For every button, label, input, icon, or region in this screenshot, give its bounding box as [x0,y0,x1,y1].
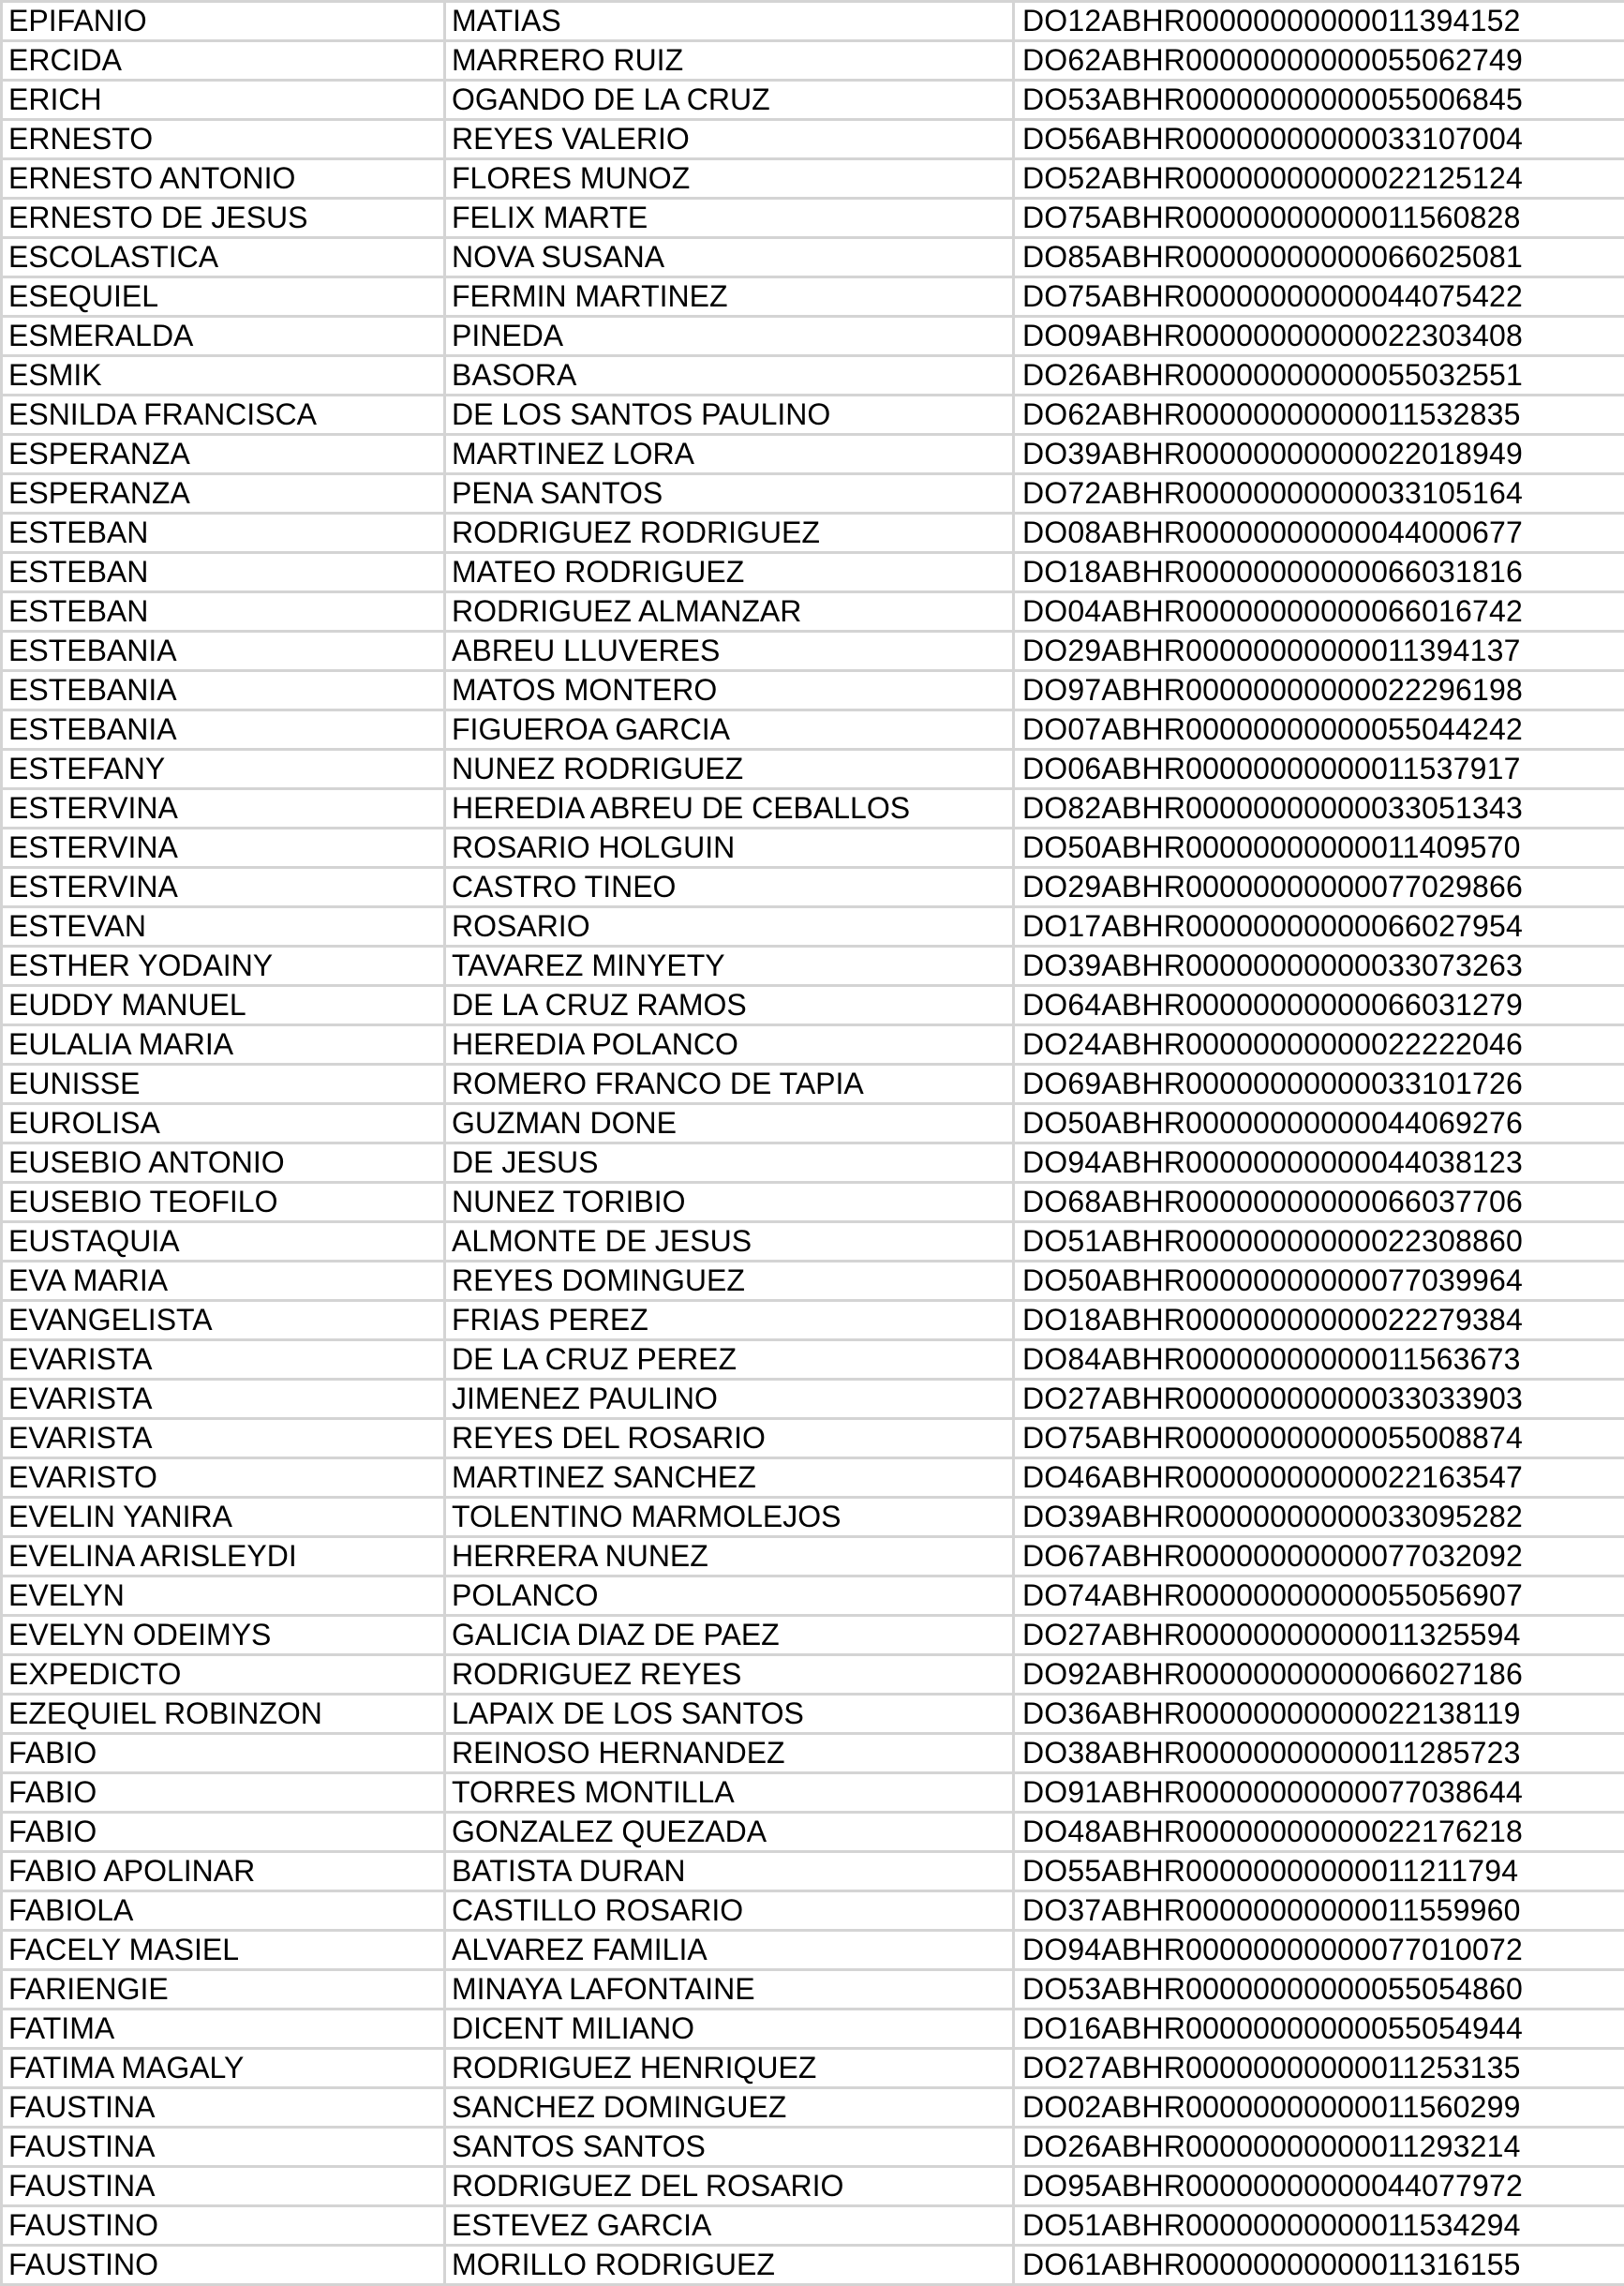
table-row [2,435,1624,474]
first-name-cell: ESTEBAN [2,553,445,592]
table-row [2,1380,1624,1419]
table-row [2,159,1624,199]
account-number-cell: DO39ABHR00000000000033073263 [1014,947,1624,986]
account-number-cell: DO39ABHR00000000000033095282 [1014,1498,1624,1537]
last-name-cell: DICENT MILIANO [445,2010,1014,2049]
last-name-cell: ABREU LLUVERES [445,632,1014,671]
first-name-cell: FATIMA MAGALY [2,2049,445,2088]
last-name-cell: PINEDA [445,317,1014,356]
last-name-cell: MATEO RODRIGUEZ [445,553,1014,592]
first-name-cell: EVANGELISTA [2,1301,445,1340]
table-row [2,1813,1624,1852]
table-row [2,81,1624,120]
table-row [2,789,1624,829]
first-name-cell: EULALIA MARIA [2,1025,445,1065]
first-name-cell: FABIO [2,1734,445,1773]
last-name-cell: DE LA CRUZ RAMOS [445,986,1014,1025]
first-name-cell: ERICH [2,81,445,120]
first-name-cell: EVA MARIA [2,1262,445,1301]
last-name-cell: FERMIN MARTINEZ [445,277,1014,317]
table-row [2,1498,1624,1537]
account-number-cell: DO48ABHR00000000000022176218 [1014,1813,1624,1852]
first-name-cell: FAUSTINO [2,2246,445,2285]
last-name-cell: FIGUEROA GARCIA [445,710,1014,750]
last-name-cell: RODRIGUEZ REYES [445,1655,1014,1695]
first-name-cell: ESNILDA FRANCISCA [2,396,445,435]
account-number-cell: DO07ABHR00000000000055044242 [1014,710,1624,750]
account-number-cell: DO69ABHR00000000000033101726 [1014,1065,1624,1104]
first-name-cell: EUSEBIO TEOFILO [2,1183,445,1222]
first-name-cell: EZEQUIEL ROBINZON [2,1695,445,1734]
first-name-cell: ESTERVINA [2,789,445,829]
table-row [2,120,1624,159]
last-name-cell: NUNEZ RODRIGUEZ [445,750,1014,789]
first-name-cell: EPIFANIO [2,2,445,41]
last-name-cell: DE JESUS [445,1143,1014,1183]
first-name-cell: EXPEDICTO [2,1655,445,1695]
account-number-cell: DO27ABHR00000000000011253135 [1014,2049,1624,2088]
last-name-cell: TAVAREZ MINYETY [445,947,1014,986]
last-name-cell: SANCHEZ DOMINGUEZ [445,2088,1014,2128]
last-name-cell: LAPAIX DE LOS SANTOS [445,1695,1014,1734]
table-row [2,2,1624,41]
account-number-cell: DO18ABHR00000000000022279384 [1014,1301,1624,1340]
table-row [2,2088,1624,2128]
first-name-cell: ERNESTO DE JESUS [2,199,445,238]
first-name-cell: FABIOLA [2,1891,445,1931]
account-number-cell: DO02ABHR00000000000011560299 [1014,2088,1624,2128]
account-number-cell: DO26ABHR00000000000011293214 [1014,2128,1624,2167]
first-name-cell: FARIENGIE [2,1970,445,2010]
table-row [2,1104,1624,1143]
table-row [2,1891,1624,1931]
table-row [2,1065,1624,1104]
account-number-cell: DO53ABHR00000000000055006845 [1014,81,1624,120]
table-row [2,868,1624,907]
account-number-cell: DO85ABHR00000000000066025081 [1014,238,1624,277]
table-row [2,199,1624,238]
table-row [2,986,1624,1025]
account-number-cell: DO62ABHR00000000000011532835 [1014,396,1624,435]
last-name-cell: MINAYA LAFONTAINE [445,1970,1014,2010]
table-row [2,1970,1624,2010]
table-row [2,1222,1624,1262]
account-number-cell: DO27ABHR00000000000011325594 [1014,1616,1624,1655]
accounts-table-body [2,2,1624,2285]
first-name-cell: ESTEBAN [2,514,445,553]
table-row [2,238,1624,277]
last-name-cell: NUNEZ TORIBIO [445,1183,1014,1222]
first-name-cell: ESTERVINA [2,868,445,907]
last-name-cell: TOLENTINO MARMOLEJOS [445,1498,1014,1537]
account-number-cell: DO95ABHR00000000000044077972 [1014,2167,1624,2206]
account-number-cell: DO52ABHR00000000000022125124 [1014,159,1624,199]
first-name-cell: ESTEVAN [2,907,445,947]
account-number-cell: DO67ABHR00000000000077032092 [1014,1537,1624,1576]
table-row [2,474,1624,514]
table-row [2,1143,1624,1183]
account-number-cell: DO94ABHR00000000000077010072 [1014,1931,1624,1970]
first-name-cell: ESTERVINA [2,829,445,868]
last-name-cell: DE LA CRUZ PEREZ [445,1340,1014,1380]
first-name-cell: EVARISTA [2,1419,445,1458]
last-name-cell: MATOS MONTERO [445,671,1014,710]
account-number-cell: DO18ABHR00000000000066031816 [1014,553,1624,592]
first-name-cell: ESTEBANIA [2,632,445,671]
first-name-cell: ERNESTO ANTONIO [2,159,445,199]
account-number-cell: DO97ABHR00000000000022296198 [1014,671,1624,710]
account-number-cell: DO37ABHR00000000000011559960 [1014,1891,1624,1931]
account-number-cell: DO50ABHR00000000000011409570 [1014,829,1624,868]
account-number-cell: DO06ABHR00000000000011537917 [1014,750,1624,789]
account-number-cell: DO94ABHR00000000000044038123 [1014,1143,1624,1183]
table-row [2,1931,1624,1970]
table-row [2,356,1624,396]
table-row [2,1695,1624,1734]
table-row [2,1655,1624,1695]
first-name-cell: ESMERALDA [2,317,445,356]
last-name-cell: GALICIA DIAZ DE PAEZ [445,1616,1014,1655]
first-name-cell: EVARISTA [2,1340,445,1380]
account-number-cell: DO75ABHR00000000000044075422 [1014,277,1624,317]
table-row [2,1025,1624,1065]
last-name-cell: JIMENEZ PAULINO [445,1380,1014,1419]
last-name-cell: REYES DEL ROSARIO [445,1419,1014,1458]
account-number-cell: DO27ABHR00000000000033033903 [1014,1380,1624,1419]
table-row [2,1419,1624,1458]
first-name-cell: FAUSTINA [2,2167,445,2206]
last-name-cell: MARRERO RUIZ [445,41,1014,81]
account-number-cell: DO24ABHR00000000000022222046 [1014,1025,1624,1065]
table-row [2,750,1624,789]
account-number-cell: DO04ABHR00000000000066016742 [1014,592,1624,632]
table-row [2,2167,1624,2206]
table-row [2,1301,1624,1340]
last-name-cell: BASORA [445,356,1014,396]
first-name-cell: FAUSTINA [2,2128,445,2167]
account-number-cell: DO12ABHR00000000000011394152 [1014,2,1624,41]
account-number-cell: DO46ABHR00000000000022163547 [1014,1458,1624,1498]
first-name-cell: ESTEBAN [2,592,445,632]
table-row [2,1734,1624,1773]
table-row [2,1852,1624,1891]
first-name-cell: FACELY MASIEL [2,1931,445,1970]
last-name-cell: ALVAREZ FAMILIA [445,1931,1014,1970]
first-name-cell: FAUSTINO [2,2206,445,2246]
account-number-cell: DO61ABHR00000000000011316155 [1014,2246,1624,2285]
last-name-cell: NOVA SUSANA [445,238,1014,277]
first-name-cell: ESTEBANIA [2,671,445,710]
account-number-cell: DO64ABHR00000000000066031279 [1014,986,1624,1025]
table-row [2,2128,1624,2167]
last-name-cell: ESTEVEZ GARCIA [445,2206,1014,2246]
account-number-cell: DO75ABHR00000000000055008874 [1014,1419,1624,1458]
account-number-cell: DO82ABHR00000000000033051343 [1014,789,1624,829]
last-name-cell: REINOSO HERNANDEZ [445,1734,1014,1773]
table-row [2,317,1624,356]
table-row [2,632,1624,671]
last-name-cell: SANTOS SANTOS [445,2128,1014,2167]
account-number-cell: DO08ABHR00000000000044000677 [1014,514,1624,553]
last-name-cell: HEREDIA ABREU DE CEBALLOS [445,789,1014,829]
table-row [2,2206,1624,2246]
account-number-cell: DO92ABHR00000000000066027186 [1014,1655,1624,1695]
table-row [2,41,1624,81]
first-name-cell: EVELYN [2,1576,445,1616]
account-number-cell: DO55ABHR00000000000011211794 [1014,1852,1624,1891]
table-row [2,553,1624,592]
last-name-cell: FLORES MUNOZ [445,159,1014,199]
account-number-cell: DO53ABHR00000000000055054860 [1014,1970,1624,2010]
account-number-cell: DO75ABHR00000000000011560828 [1014,199,1624,238]
table-row [2,907,1624,947]
first-name-cell: FABIO [2,1773,445,1813]
table-row [2,277,1624,317]
last-name-cell: RODRIGUEZ HENRIQUEZ [445,2049,1014,2088]
table-row [2,592,1624,632]
table-row [2,1340,1624,1380]
account-number-cell: DO26ABHR00000000000055032551 [1014,356,1624,396]
account-number-cell: DO50ABHR00000000000077039964 [1014,1262,1624,1301]
account-number-cell: DO91ABHR00000000000077038644 [1014,1773,1624,1813]
account-number-cell: DO72ABHR00000000000033105164 [1014,474,1624,514]
last-name-cell: POLANCO [445,1576,1014,1616]
last-name-cell: REYES VALERIO [445,120,1014,159]
first-name-cell: EUDDY MANUEL [2,986,445,1025]
account-number-cell: DO51ABHR00000000000011534294 [1014,2206,1624,2246]
last-name-cell: RODRIGUEZ DEL ROSARIO [445,2167,1014,2206]
last-name-cell: GUZMAN DONE [445,1104,1014,1143]
table-row [2,1183,1624,1222]
first-name-cell: ESPERANZA [2,474,445,514]
last-name-cell: PENA SANTOS [445,474,1014,514]
table-row [2,1616,1624,1655]
last-name-cell: CASTILLO ROSARIO [445,1891,1014,1931]
first-name-cell: EUSTAQUIA [2,1222,445,1262]
last-name-cell: MARTINEZ LORA [445,435,1014,474]
first-name-cell: EUROLISA [2,1104,445,1143]
last-name-cell: ROSARIO [445,907,1014,947]
first-name-cell: EVELINA ARISLEYDI [2,1537,445,1576]
first-name-cell: EVELYN ODEIMYS [2,1616,445,1655]
account-number-cell: DO29ABHR00000000000011394137 [1014,632,1624,671]
first-name-cell: ERNESTO [2,120,445,159]
first-name-cell: EVARISTA [2,1380,445,1419]
table-row [2,1458,1624,1498]
table-row [2,1576,1624,1616]
first-name-cell: ESTEFANY [2,750,445,789]
last-name-cell: BATISTA DURAN [445,1852,1014,1891]
first-name-cell: ESPERANZA [2,435,445,474]
table-row [2,671,1624,710]
first-name-cell: ESCOLASTICA [2,238,445,277]
last-name-cell: HERRERA NUNEZ [445,1537,1014,1576]
account-number-cell: DO68ABHR00000000000066037706 [1014,1183,1624,1222]
account-number-cell: DO84ABHR00000000000011563673 [1014,1340,1624,1380]
last-name-cell: ALMONTE DE JESUS [445,1222,1014,1262]
table-row [2,1262,1624,1301]
last-name-cell: TORRES MONTILLA [445,1773,1014,1813]
account-number-cell: DO51ABHR00000000000022308860 [1014,1222,1624,1262]
account-number-cell: DO74ABHR00000000000055056907 [1014,1576,1624,1616]
table-row [2,396,1624,435]
account-number-cell: DO16ABHR00000000000055054944 [1014,2010,1624,2049]
account-number-cell: DO17ABHR00000000000066027954 [1014,907,1624,947]
last-name-cell: DE LOS SANTOS PAULINO [445,396,1014,435]
account-number-cell: DO29ABHR00000000000077029866 [1014,868,1624,907]
first-name-cell: ESTHER YODAINY [2,947,445,986]
account-number-cell: DO36ABHR00000000000022138119 [1014,1695,1624,1734]
table-row [2,1537,1624,1576]
account-number-cell: DO39ABHR00000000000022018949 [1014,435,1624,474]
last-name-cell: HEREDIA POLANCO [445,1025,1014,1065]
first-name-cell: ERCIDA [2,41,445,81]
table-row [2,2246,1624,2285]
account-number-cell: DO09ABHR00000000000022303408 [1014,317,1624,356]
last-name-cell: RODRIGUEZ RODRIGUEZ [445,514,1014,553]
table-row [2,514,1624,553]
first-name-cell: EUSEBIO ANTONIO [2,1143,445,1183]
table-row [2,1773,1624,1813]
last-name-cell: OGANDO DE LA CRUZ [445,81,1014,120]
table-row [2,2010,1624,2049]
first-name-cell: EVARISTO [2,1458,445,1498]
last-name-cell: ROSARIO HOLGUIN [445,829,1014,868]
account-number-cell: DO62ABHR00000000000055062749 [1014,41,1624,81]
account-number-cell: DO50ABHR00000000000044069276 [1014,1104,1624,1143]
account-number-cell: DO56ABHR00000000000033107004 [1014,120,1624,159]
last-name-cell: MARTINEZ SANCHEZ [445,1458,1014,1498]
table-row [2,947,1624,986]
last-name-cell: ROMERO FRANCO DE TAPIA [445,1065,1014,1104]
first-name-cell: FABIO [2,1813,445,1852]
last-name-cell: MATIAS [445,2,1014,41]
first-name-cell: EUNISSE [2,1065,445,1104]
first-name-cell: ESMIK [2,356,445,396]
last-name-cell: FELIX MARTE [445,199,1014,238]
first-name-cell: FAUSTINA [2,2088,445,2128]
last-name-cell: FRIAS PEREZ [445,1301,1014,1340]
first-name-cell: ESTEBANIA [2,710,445,750]
first-name-cell: FABIO APOLINAR [2,1852,445,1891]
table-row [2,829,1624,868]
last-name-cell: REYES DOMINGUEZ [445,1262,1014,1301]
table-row [2,710,1624,750]
account-number-cell: DO38ABHR00000000000011285723 [1014,1734,1624,1773]
table-row [2,2049,1624,2088]
last-name-cell: GONZALEZ QUEZADA [445,1813,1014,1852]
last-name-cell: RODRIGUEZ ALMANZAR [445,592,1014,632]
first-name-cell: ESEQUIEL [2,277,445,317]
last-name-cell: MORILLO RODRIGUEZ [445,2246,1014,2285]
last-name-cell: CASTRO TINEO [445,868,1014,907]
first-name-cell: EVELIN YANIRA [2,1498,445,1537]
first-name-cell: FATIMA [2,2010,445,2049]
